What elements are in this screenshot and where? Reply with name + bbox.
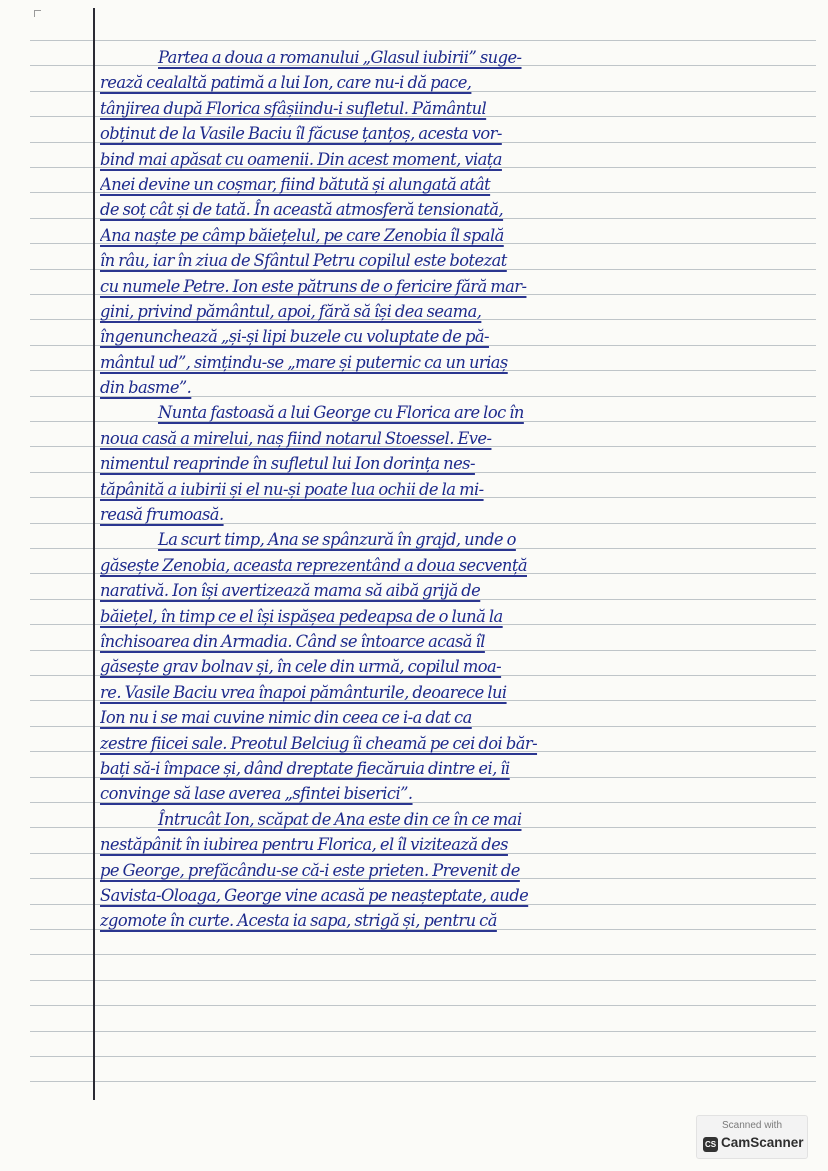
text-line: Întrucât Ion, scăpat de Ana este din ce în ce mai (158, 809, 522, 829)
text-line: tânjirea după Florica sfâșiindu-i sufletul. Pământul (100, 98, 487, 118)
text-line: tăpânită a iubirii și el nu-și poate lua ochii de la mi- (100, 479, 484, 499)
text-line: în râu, iar în ziua de Sfântul Petru copilul este botezat (100, 251, 507, 271)
camscanner-watermark (696, 1115, 808, 1159)
text-line: convinge să lase averea „sfintei biserici”. (100, 784, 413, 804)
text-line: îngenunchează „și-și lipi buzele cu voluptate de pă- (100, 327, 489, 347)
text-line: re. Vasile Baciu vrea înapoi pământurile, deoarece lui (100, 682, 507, 702)
text-line: nimentul reaprinde în sufletul lui Ion dorința nes- (100, 454, 475, 474)
camscanner-logo-icon: CS (703, 1137, 718, 1152)
text-line: La scurt timp, Ana se spânzură în grajd, unde o (158, 530, 516, 550)
text-line: Anei devine un coșmar, fiind bătută și alungată atât (100, 174, 491, 194)
text-line: Nunta fastoasă a lui George cu Florica are loc în (158, 403, 524, 423)
ruled-line (30, 1056, 816, 1057)
text-line: reasă frumoasă. (100, 505, 224, 525)
text-line: gini, privind pământul, apoi, fără să își dea seama, (100, 301, 482, 321)
ruled-line (30, 1081, 816, 1082)
ruled-line (30, 40, 816, 41)
text-line: pe George, prefăcându-se că-i este prieten. Prevenit de (100, 860, 520, 880)
ruled-line (30, 1005, 816, 1006)
text-line: din basme”. (100, 378, 192, 398)
handwritten-text (100, 45, 808, 934)
text-line: narativă. Ion își avertizează mama să aibă grijă de (100, 581, 481, 601)
text-line: Partea a doua a romanului „Glasul iubirii” suge- (158, 48, 522, 67)
text-line: de soț cât și de tată. În această atmosferă tensionată, (100, 200, 504, 220)
text-line: zgomote în curte. Acesta ia sapa, strigă și, pentru că (100, 911, 497, 931)
text-line: rează cealaltă patimă a lui Ion, care nu-i dă pace, (100, 73, 472, 93)
margin-rule (93, 8, 95, 1100)
text-line: obținut de la Vasile Baciu îl făcuse țanțoș, acesta vor- (100, 124, 502, 144)
text-line: Ion nu i se mai cuvine nimic din ceea ce i-a dat ca (100, 708, 472, 728)
watermark-caption: Scanned with (721, 1120, 783, 1131)
text-line: bați să-i împace și, dând dreptate fiecăruia dintre ei, îi (100, 758, 510, 778)
text-line: bind mai apăsat cu oamenii. Din acest moment, viața (100, 149, 502, 169)
text-line: găsește grav bolnav și, în cele din urmă, copilul moa- (100, 657, 502, 677)
text-line: găsește Zenobia, aceasta reprezentând a doua secvență (100, 555, 527, 575)
text-line: băiețel, în timp ce el își ispășea pedeapsa de o lună la (100, 606, 503, 626)
text-line: noua casă a mirelui, naș fiind notarul Stoessel. Eve- (100, 428, 492, 448)
corner-mark (34, 10, 41, 17)
watermark-brand: CamScanner (721, 1135, 804, 1150)
text-line: zestre fiicei sale. Preotul Belciug îi cheamă pe cei doi băr- (100, 733, 538, 753)
text-line: închisoarea din Armadia. Când se întoarce acasă îl (100, 631, 485, 651)
text-line: cu numele Petre. Ion este pătruns de o fericire fără mar- (100, 276, 527, 296)
text-line: Ana naște pe câmp băiețelul, pe care Zenobia îl spală (100, 225, 504, 245)
ruled-line (30, 954, 816, 955)
text-line: Savista-Oloaga, George vine acasă pe neașteptate, aude (100, 885, 529, 905)
text-line: mântul ud”, simțindu-se „mare și puternic ca un uriaș (100, 352, 508, 372)
text-line: nestăpânit în iubirea pentru Florica, el îl vizitează des (100, 835, 508, 855)
ruled-line (30, 980, 816, 981)
ruled-line (30, 1031, 816, 1032)
